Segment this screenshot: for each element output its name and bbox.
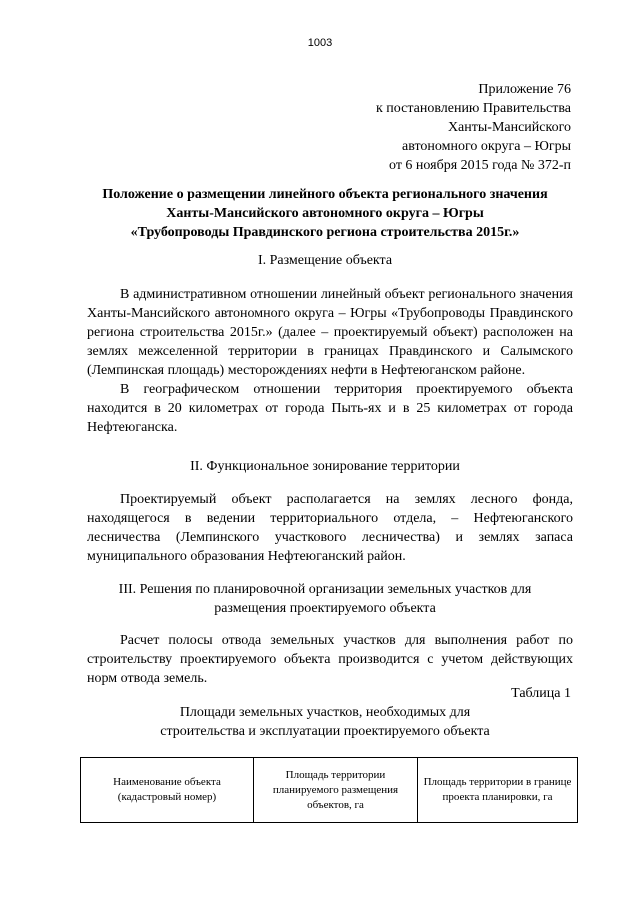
table-header-cell: Наименование объекта (кадастровый номер) [81,758,254,823]
caption-line: Площади земельных участков, необходимых для [179,705,471,720]
table-label: Таблица 1 [511,686,571,701]
land-area-table [80,757,578,823]
section1-body [87,285,573,437]
appendix-line: автономного округа – Югры [402,139,571,154]
appendix-line: Приложение 76 [478,82,571,97]
appendix-line: к постановлению Правительства [375,101,571,116]
paragraph: В географическом отношении территория проектируемого объекта находится в 20 километрах от города Пыть-ях и в 25 километрах от города Нефтеюганска. [87,382,573,435]
table-header-cell: Площадь территории в границе проекта планировки, га [418,758,578,823]
title-line: Ханты-Мансийского автономного округа – Югры [166,206,484,221]
section1-heading: I. Размещение объекта [257,253,393,268]
section3-body [87,631,573,688]
document-title [70,185,580,242]
table-caption [70,703,580,741]
section2-heading: II. Функциональное зонирование территории [190,459,460,474]
section2-body [87,490,573,566]
appendix-line: от 6 ноября 2015 года № 372-п [389,158,571,173]
appendix-line: Ханты-Мансийского [447,120,571,135]
paragraph: Расчет полосы отвода земельных участков для выполнения работ по строительству проектируемого объекта производится с учетом действующих норм отвода земель. [87,633,573,686]
title-line: Положение о размещении линейного объекта регионального значения [102,187,548,202]
paragraph: Проектируемый объект располагается на землях лесного фонда, находящегося в ведении территориального отдела, – Нефтеюганского лесничества (Лемпинского участкового лесничества) и землях запаса муниципального образования Нефтеюганский район. [87,492,573,564]
title-line: «Трубопроводы Правдинского региона строительства 2015г.» [130,225,520,240]
table-header-cell: Площадь территории планируемого размещения объектов, га [254,758,418,823]
caption-line: строительства и эксплуатации проектируемого объекта [160,724,490,739]
appendix-block [376,80,571,175]
section3-heading [70,580,580,618]
paragraph: В административном отношении линейный объект регионального значения Ханты-Мансийского автономного округа – Югры «Трубопроводы Правдинского региона строительства 2015г.» (далее – проектируемый объект) расположен на землях межселенной территории в границах Правдинского и Салымского (Лемпинская площадь) месторождениях нефти в Нефтеюганском районе. [87,287,573,378]
heading-line: размещения проектируемого объекта [214,601,436,616]
heading-line: III. Решения по планировочной организации земельных участков для [118,582,532,597]
page-number: 1003 [307,37,333,49]
table-header-row [81,758,578,823]
